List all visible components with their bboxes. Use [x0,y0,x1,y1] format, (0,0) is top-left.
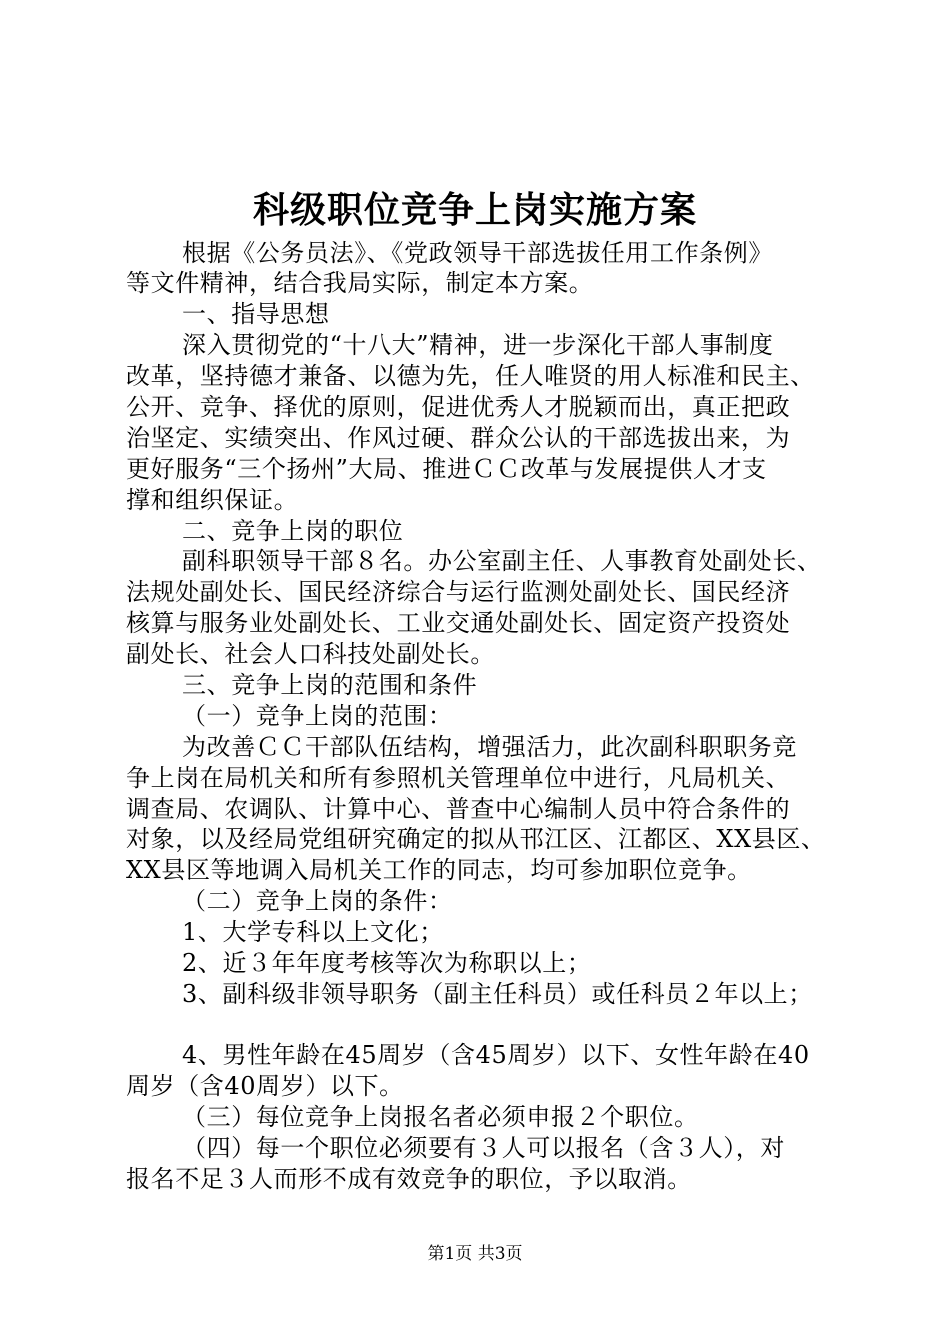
paragraph-line: 调查局、农调队、计算中心、普查中心编制人员中符合条件的 [126,795,791,823]
section-heading: 二、竞争上岗的职位 [182,517,404,545]
subsection-heading: （三）每位竞争上岗报名者必须申报２个职位。 [182,1103,699,1131]
paragraph-line: 等文件精神，结合我局实际，制定本方案。 [126,269,594,297]
subsection-heading: （二）竞争上岗的条件： [182,887,453,915]
paragraph-line: 核算与服务业处副处长、工业交通处副处长、固定资产投资处 [126,609,791,637]
list-item: 3、副科级非领导职务（副主任科员）或任科员２年以上； [182,980,813,1008]
section-heading: 三、竞争上岗的范围和条件 [182,671,478,699]
paragraph-line: 副处长、社会人口科技处副处长。 [126,640,495,668]
list-item: 1、大学专科以上文化； [182,918,444,946]
page-footer: 第1页 共3页 [427,1244,523,1264]
subsection-heading: （一）竞争上岗的范围： [182,702,453,730]
list-item: 4、男性年龄在45周岁（含45周岁）以下、女性年龄在40 [182,1041,810,1069]
paragraph-line: 根据《公务员法》、《党政领导干部选拔任用工作条例》 [182,239,773,267]
paragraph-line: 周岁（含40周岁）以下。 [126,1072,404,1100]
paragraph-line: 更好服务“三个扬州”大局、推进ＣＣ改革与发展提供人才支 [126,455,767,483]
paragraph-line: 改革，坚持德才兼备、以德为先，任人唯贤的用人标准和民主、 [126,362,815,390]
list-item: 2、近３年年度考核等次为称职以上； [182,949,592,977]
paragraph-line: 公开、竞争、择优的原则，促进优秀人才脱颖而出，真正把政 [126,393,791,421]
section-heading: 一、指导思想 [182,300,330,328]
paragraph-line: 对象，以及经局党组研究确定的拟从邗江区、江都区、XX县区、 [126,825,826,853]
paragraph-line: 深入贯彻党的“十八大”精神，进一步深化干部人事制度 [182,331,774,359]
paragraph-line: 争上岗在局机关和所有参照机关管理单位中进行，凡局机关、 [126,764,791,792]
paragraph-line: 为改善ＣＣ干部队伍结构，增强活力，此次副科职职务竞 [182,733,797,761]
paragraph-line: 副科职领导干部８名。办公室副主任、人事教育处副处长、 [182,547,822,575]
paragraph-line: 治坚定、实绩突出、作风过硬、群众公认的干部选拔出来，为 [126,424,791,452]
paragraph-line: 报名不足３人而形不成有效竞争的职位，予以取消。 [126,1165,692,1193]
paragraph-line: 法规处副处长、国民经济综合与运行监测处副处长、国民经济 [126,578,791,606]
paragraph-line: XX县区等地调入局机关工作的同志，均可参加职位竞争。 [126,856,752,884]
document-title: 科级职位竞争上岗实施方案 [252,189,697,231]
paragraph-line: 撑和组织保证。 [126,486,299,514]
subsection-heading: （四）每一个职位必须要有３人可以报名（含３人），对 [182,1134,785,1162]
